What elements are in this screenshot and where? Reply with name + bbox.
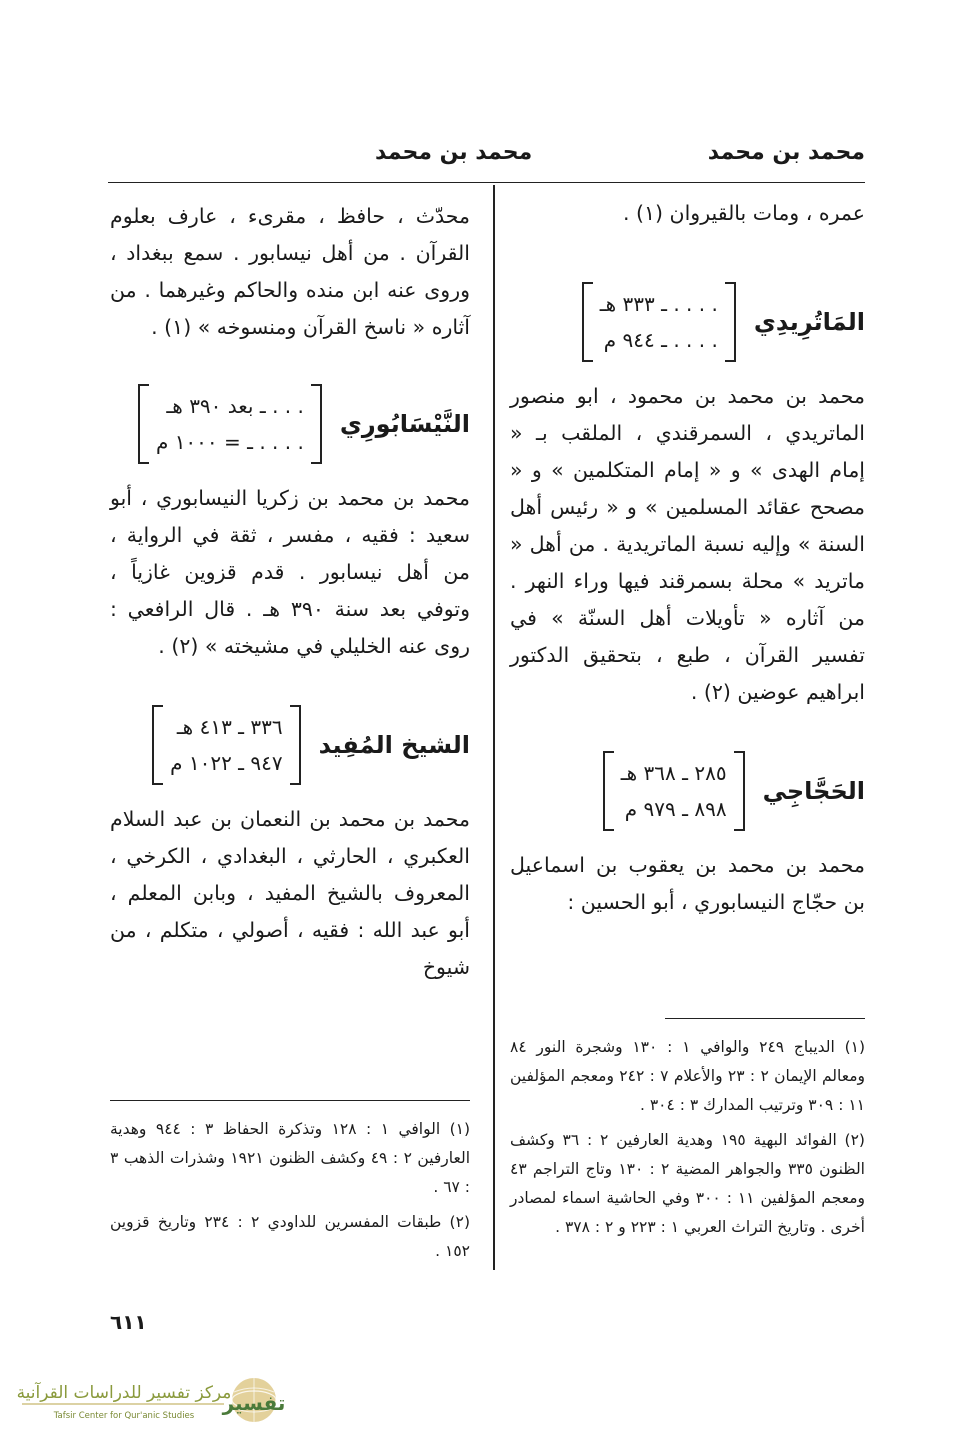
dates-gregorian: . . . . ـ = ١٠٠٠ م bbox=[155, 430, 304, 454]
entry-text: محمد بن محمد بن زكريا النيسابوري ، أبو سعيد : فقيه ، مفسر ، ثقة في الرواية ، من أهل نيسابور . قدم قزوين غازياً ، وتوفي بعد سنة ٣٩٠ هـ . قال الرافعي : روى عنه الخليلي في مشيخته » (٢) . bbox=[110, 486, 470, 658]
continuation-text: عمره ، ومات بالقيروان (١) . bbox=[622, 201, 865, 225]
left-footnotes bbox=[110, 1100, 470, 1272]
running-header-left: محمد بن محمد bbox=[375, 140, 533, 165]
tafsir-center-logo bbox=[12, 1372, 292, 1432]
entry-name: الحَجَّاجِي bbox=[762, 777, 865, 805]
running-header-right: محمد بن محمد bbox=[707, 140, 865, 165]
date-bracket bbox=[138, 384, 322, 464]
entry-maturidi bbox=[510, 282, 865, 362]
logo-arabic: مركز تفسير للدراسات القرآنية bbox=[16, 1383, 232, 1403]
entry-naysaburi bbox=[110, 384, 470, 464]
entry-text: محمد بن محمد بن محمود ، ابو منصور الماتريدي ، السمرقندي ، الملقب بـ « إمام الهدى » و « إمام المتكلمين » و « مصحح عقائد المسلمين » و « رئيس أهل السنة » وإليه نسبة الماتريدية . من أهل « ماتريد » محلة بسمرقند فيها وراء النهر . من آثاره « تأويلات أهل السنّة » في تفسير القرآن ، طبع ، بتحقيق الدكتور ابراهيم عوضين (٢) . bbox=[510, 384, 865, 704]
header-rule bbox=[108, 182, 865, 183]
dates-hijri: . . . . ـ ٣٣٣ هـ bbox=[599, 292, 718, 316]
dates-gregorian: . . . . ـ ٩٤٤ م bbox=[603, 328, 718, 352]
entry-name: الشيخ المُفِيد bbox=[318, 731, 470, 759]
dates-gregorian: ٩٤٧ ـ ١٠٢٢ م bbox=[170, 751, 283, 775]
left-column bbox=[110, 198, 470, 986]
page-number: ٦١١ bbox=[110, 1310, 147, 1334]
dates-hijri: ٢٨٥ ـ ٣٦٨ هـ bbox=[620, 761, 727, 785]
date-bracket bbox=[603, 751, 745, 831]
entry-text: محمد بن محمد بن يعقوب بن اسماعيل بن حجّاج النيسابوري ، أبو الحسين : bbox=[510, 853, 865, 914]
right-column bbox=[510, 195, 865, 921]
entry-name: المَاتُرِيدِي bbox=[753, 308, 865, 336]
date-bracket bbox=[152, 705, 301, 785]
footnote-rule bbox=[665, 1018, 865, 1019]
footnote: (١) الوافي ١ : ١٢٨ وتذكرة الحفاظ ٣ : ٩٤٤ وهدية العارفين ٢ : ٤٩ وكشف الظنون ١٩٢١ وشذرات الذهب ٣ : ٦٧ . bbox=[110, 1120, 471, 1196]
continuation-text: محدّث ، حافظ ، مقرىء ، عارف بعلوم القرآن . من أهل نيسابور . سمع ببغداد ، وروى عنه ابن منده والحاكم وغيرهما . من آثاره « ناسخ القرآن ومنسوخه » (١) . bbox=[110, 204, 470, 339]
entry-hajjaji bbox=[510, 751, 865, 831]
logo-english: Tafsir Center for Qur'anic Studies bbox=[53, 1411, 195, 1421]
dates-hijri: ٣٣٦ ـ ٤١٣ هـ bbox=[176, 715, 283, 739]
footnote-rule bbox=[110, 1100, 470, 1101]
footnote: (١) الديباج ٢٤٩ والوافي ١ : ١٣٠ وشجرة النور ٨٤ ومعالم الإيمان ٢ : ٢٣ والأعلام ٧ : ٢٤٢ ومعجم المؤلفين ١١ : ٣٠٩ وترتيب المدارك ٣ : ٣٠٤ . bbox=[510, 1038, 866, 1114]
column-separator bbox=[493, 185, 495, 1270]
dates-gregorian: ٨٩٨ ـ ٩٧٩ م bbox=[624, 797, 727, 821]
dates-hijri: . . . ـ بعد ٣٩٠ هـ bbox=[166, 394, 304, 418]
entry-mufid bbox=[110, 705, 470, 785]
footnote: (٢) الفوائد البهية ١٩٥ وهدية العارفين ٢ : ٣٦ وكشف الظنون ٣٣٥ والجواهر المضية ٢ : ١٣٠ وتاج التراجم ٤٣ ومعجم المؤلفين ١١ : ٣٠٠ وفي الحاشية اسماء لمصادر أخرى . وتاريخ التراث العربي ١ : ٢٢٣ و ٢ : ٣٧٨ . bbox=[510, 1131, 866, 1236]
entry-name: النَّيْسَابُورِي bbox=[339, 410, 470, 438]
logo-mark: تفسير bbox=[222, 1391, 286, 1415]
right-footnotes bbox=[510, 1018, 865, 1248]
date-bracket bbox=[582, 282, 736, 362]
logo-emblem-icon bbox=[12, 1372, 292, 1432]
entry-text: محمد بن محمد بن النعمان بن عبد السلام العكبري ، الحارثي ، البغدادي ، الكرخي ، المعروف بالشيخ المفيد ، وبابن المعلم ، أبو عبد الله : فقيه ، أصولي ، متكلم ، من شيوخ bbox=[110, 807, 470, 979]
footnote: (٢) طبقات المفسرين للداودي ٢ : ٢٣٤ وتاريخ قزوين ١٥٢ . bbox=[110, 1213, 470, 1260]
